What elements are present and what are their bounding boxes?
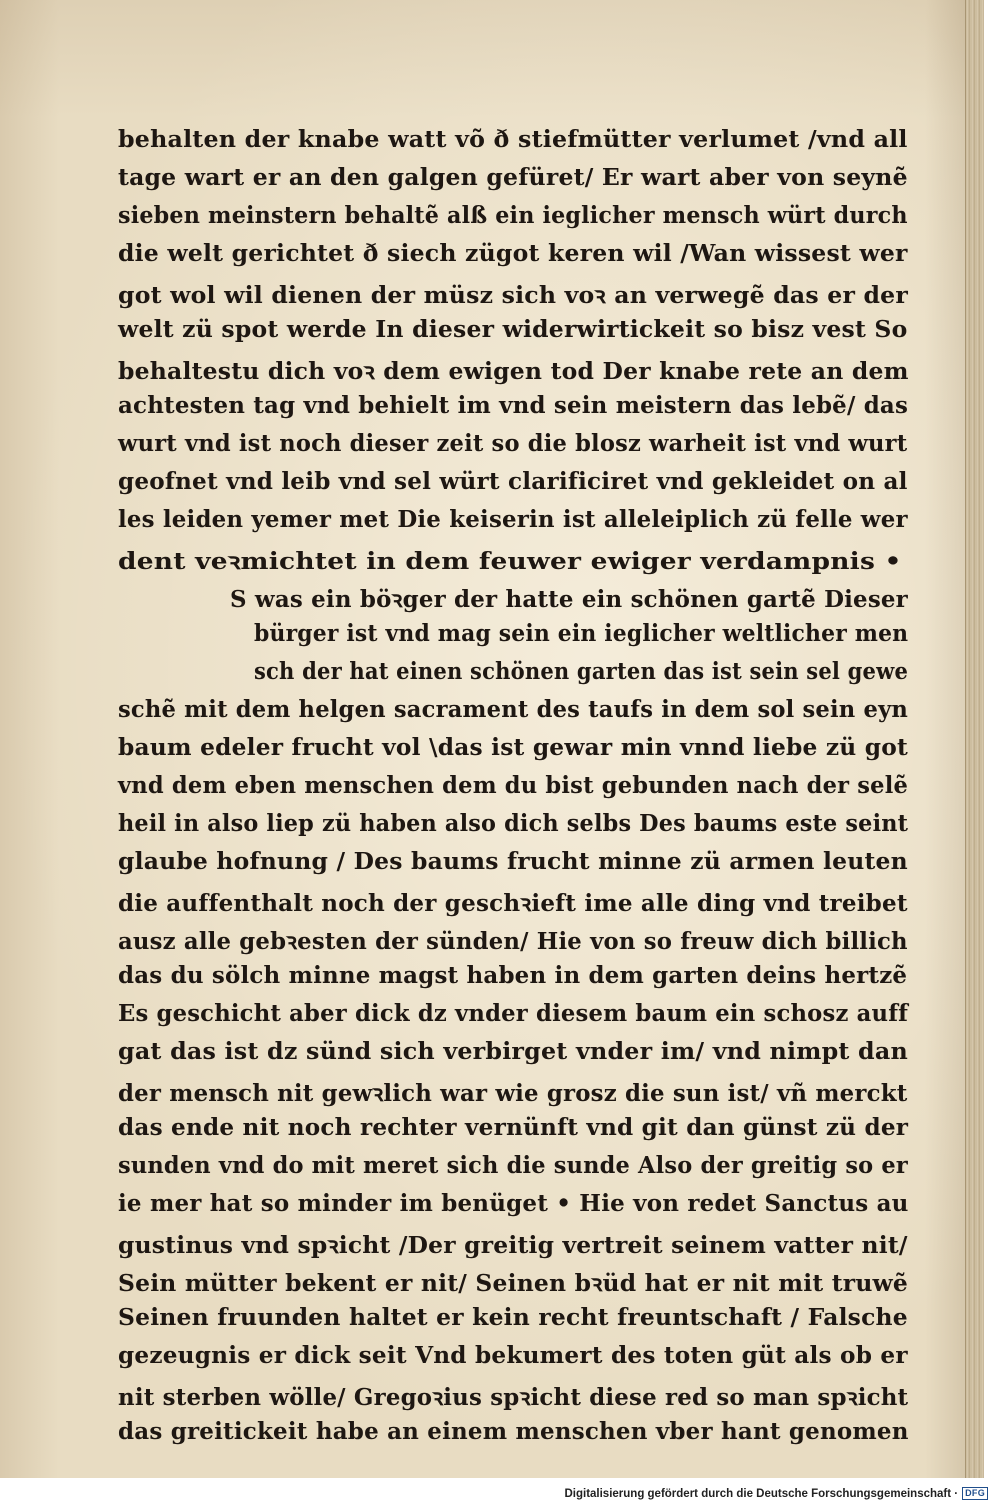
text-line: das greitickeit habe an einem menschen vber hant genomen xyxy=(118,1418,909,1445)
dfg-logo: DFG xyxy=(962,1487,988,1500)
text-line: sieben meinstern behaltẽ alß ein ieglicher mensch würt durch xyxy=(118,202,908,229)
footer-text: Digitalisierung gefördert durch die Deutsche Forschungsgemeinschaft · xyxy=(564,1487,959,1500)
text-line: der mensch nit gewꝛlich war wie grosz die sun ist/ vñ merckt xyxy=(118,1080,908,1107)
text-line: das du sölch minne magst haben in dem garten deins hertzẽ xyxy=(118,962,908,989)
text-line: behalten der knabe watt võ ð stiefmütter verlumet /vnd all xyxy=(118,126,908,153)
text-line: ausz alle gebꝛesten der sünden/ Hie von so freuw dich billich xyxy=(118,928,908,955)
text-line: Sein mütter bekent er nit/ Seinen bꝛüd hat er nit mit truwẽ xyxy=(118,1270,908,1297)
text-line: die welt gerichtet ð siech zügot keren wil /Wan wissest wer xyxy=(118,240,908,267)
text-line: nit sterben wölle/ Gregoꝛius spꝛicht diese red so man spꝛicht xyxy=(118,1384,909,1411)
text-line: Seinen fruunden haltet er kein recht freuntschaft / Falsche xyxy=(118,1304,908,1331)
text-line: les leiden yemer met Die keiserin ist alleleiplich zü felle wer xyxy=(118,506,908,533)
text-line: glaube hofnung / Des baums frucht minne zü armen leuten xyxy=(118,848,908,875)
text-line: tage wart er an den galgen gefüret/ Er wart aber von seynẽ xyxy=(118,164,908,191)
text-line: Es geschicht aber dick dz vnder diesem baum ein schosz auff xyxy=(118,1000,909,1027)
text-line: gat das ist dz sünd sich verbirget vnder im/ vnd nimpt dan xyxy=(118,1038,908,1065)
page-edge xyxy=(965,0,984,1478)
text-line: welt zü spot werde In dieser widerwirtickeit so bisz vest So xyxy=(118,316,908,343)
text-line: das ende nit noch rechter vernünft vnd git dan günst zü der xyxy=(118,1114,909,1141)
text-line: schẽ mit dem helgen sacrament des taufs in dem sol sein eyn xyxy=(118,696,909,723)
text-line: die auffenthalt noch der geschꝛieft ime alle ding vnd treibet xyxy=(118,890,908,917)
text-line: wurt vnd ist noch dieser zeit so die blosz warheit ist vnd wurt xyxy=(118,430,908,457)
text-line: ie mer hat so minder im benüget • Hie von redet Sanctus au xyxy=(118,1190,909,1217)
text-line: achtesten tag vnd behielt im vnd sein meistern das lebẽ/ das xyxy=(118,392,909,419)
text-line: sch der hat einen schönen garten das ist sein sel gewe xyxy=(254,658,909,685)
footer-credit xyxy=(564,1487,988,1500)
text-line: got wol wil dienen der müsz sich voꝛ an verwegẽ das er der xyxy=(118,282,909,309)
text-line-initial: S was ein böꝛger der hatte ein schönen gartẽ Dieser xyxy=(230,586,908,613)
text-line: dent veꝛmichtet in dem feuwer ewiger verdampnis • xyxy=(118,548,902,575)
text-line: behaltestu dich voꝛ dem ewigen tod Der knabe rete an dem xyxy=(118,358,909,385)
text-line: heil in also liep zü haben also dich selbs Des baums este seint xyxy=(118,810,909,837)
text-line: sunden vnd do mit meret sich die sunde Also der greitig so er xyxy=(118,1152,908,1179)
text-line: vnd dem eben menschen dem du bist gebunden nach der selẽ xyxy=(118,772,909,799)
text-line: geofnet vnd leib vnd sel würt clarificiret vnd gekleidet on al xyxy=(118,468,908,495)
text-line: gustinus vnd spꝛicht /Der greitig vertreit seinem vatter nit/ xyxy=(118,1232,908,1259)
text-line: bürger ist vnd mag sein ein ieglicher weltlicher men xyxy=(254,620,909,647)
text-line: baum edeler frucht vol \das ist gewar min vnnd liebe zü got xyxy=(118,734,908,761)
text-line: gezeugnis er dick seit Vnd bekumert des toten güt als ob er xyxy=(118,1342,908,1369)
